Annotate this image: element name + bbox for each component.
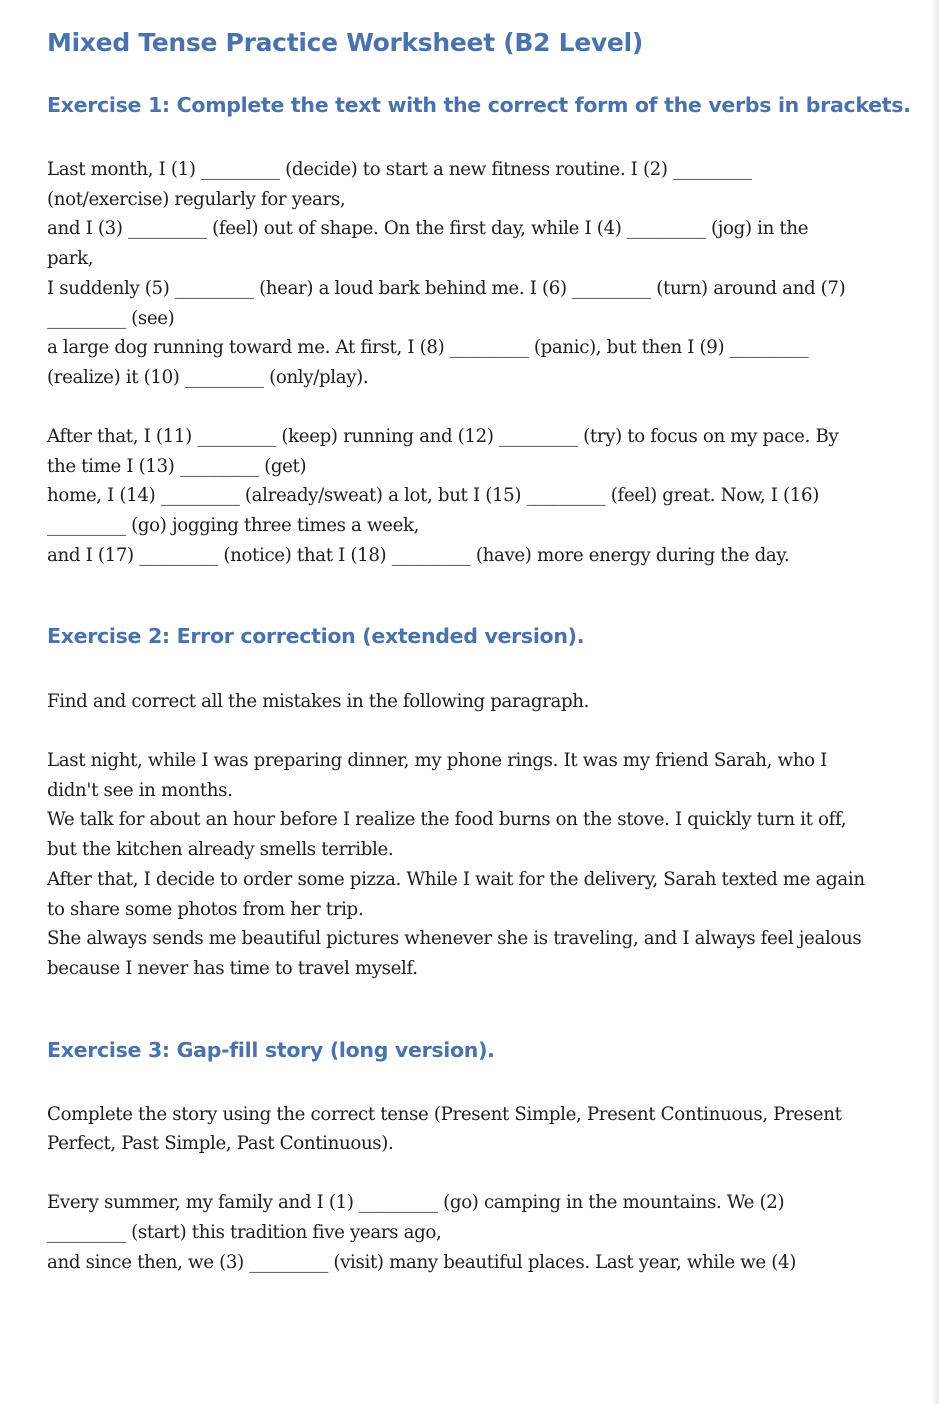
- exercise-1-line: (realize) it (10) _________ (only/play).: [47, 367, 369, 388]
- exercise-1-line: home, I (14) _________ (already/sweat) a lot, but I (15) _________ (feel) great. Now, I (16): [47, 485, 819, 506]
- exercise-2-line: After that, I decide to order some pizza. While I wait for the delivery, Sarah texted me again: [47, 869, 865, 890]
- exercise-3-line: and since then, we (3) _________ (visit) many beautiful places. Last year, while we (4): [47, 1252, 796, 1273]
- exercise-2-line: didn't see in months.: [47, 780, 233, 801]
- exercise-1-line: I suddenly (5) _________ (hear) a loud bark behind me. I (6) _________ (turn) around and (7): [47, 278, 846, 299]
- exercise-1-line: and I (3) _________ (feel) out of shape. On the first day, while I (4) _________ (jog) in the: [47, 218, 809, 239]
- exercise-2-line: We talk for about an hour before I realize the food burns on the stove. I quickly turn it off,: [47, 809, 847, 830]
- exercise-3-line: _________ (start) this tradition five years ago,: [47, 1222, 442, 1243]
- worksheet-title: Mixed Tense Practice Worksheet (B2 Level): [47, 28, 643, 57]
- exercise-1-line: and I (17) _________ (notice) that I (18) _________ (have) more energy during the day.: [47, 545, 790, 566]
- exercise-2-line: to share some photos from her trip.: [47, 899, 364, 920]
- exercise-3-instruction: Complete the story using the correct tense (Present Simple, Present Continuous, Present: [47, 1104, 842, 1125]
- exercise-2-instruction: Find and correct all the mistakes in the following paragraph.: [47, 691, 590, 712]
- exercise-1-heading: Exercise 1: Complete the text with the correct form of the verbs in brackets.: [47, 93, 911, 117]
- exercise-1-line: (not/exercise) regularly for years,: [47, 189, 346, 210]
- exercise-1-line: _________ (go) jogging three times a week,: [47, 515, 420, 536]
- exercise-1-line: park,: [47, 248, 94, 269]
- page-edge-shadow: [931, 0, 939, 1404]
- exercise-2-line: She always sends me beautiful pictures whenever she is traveling, and I always feel jealous: [47, 928, 862, 949]
- exercise-3-instruction: Perfect, Past Simple, Past Continuous).: [47, 1133, 394, 1154]
- exercise-1-line: Last month, I (1) _________ (decide) to start a new fitness routine. I (2) _________: [47, 159, 752, 180]
- exercise-2-heading: Exercise 2: Error correction (extended version).: [47, 624, 585, 648]
- exercise-2-line: because I never has time to travel myself.: [47, 958, 418, 979]
- exercise-3-line: Every summer, my family and I (1) _________ (go) camping in the mountains. We (2): [47, 1192, 785, 1213]
- exercise-2-line: Last night, while I was preparing dinner, my phone rings. It was my friend Sarah, who I: [47, 750, 827, 771]
- exercise-1-line: the time I (13) _________ (get): [47, 456, 307, 477]
- exercise-1-line: _________ (see): [47, 308, 175, 329]
- exercise-3-heading: Exercise 3: Gap-fill story (long version).: [47, 1038, 495, 1062]
- exercise-1-line: a large dog running toward me. At first, I (8) _________ (panic), but then I (9) _________: [47, 337, 809, 358]
- exercise-1-line: After that, I (11) _________ (keep) running and (12) _________ (try) to focus on my pace. By: [47, 426, 839, 447]
- exercise-2-line: but the kitchen already smells terrible.: [47, 839, 394, 860]
